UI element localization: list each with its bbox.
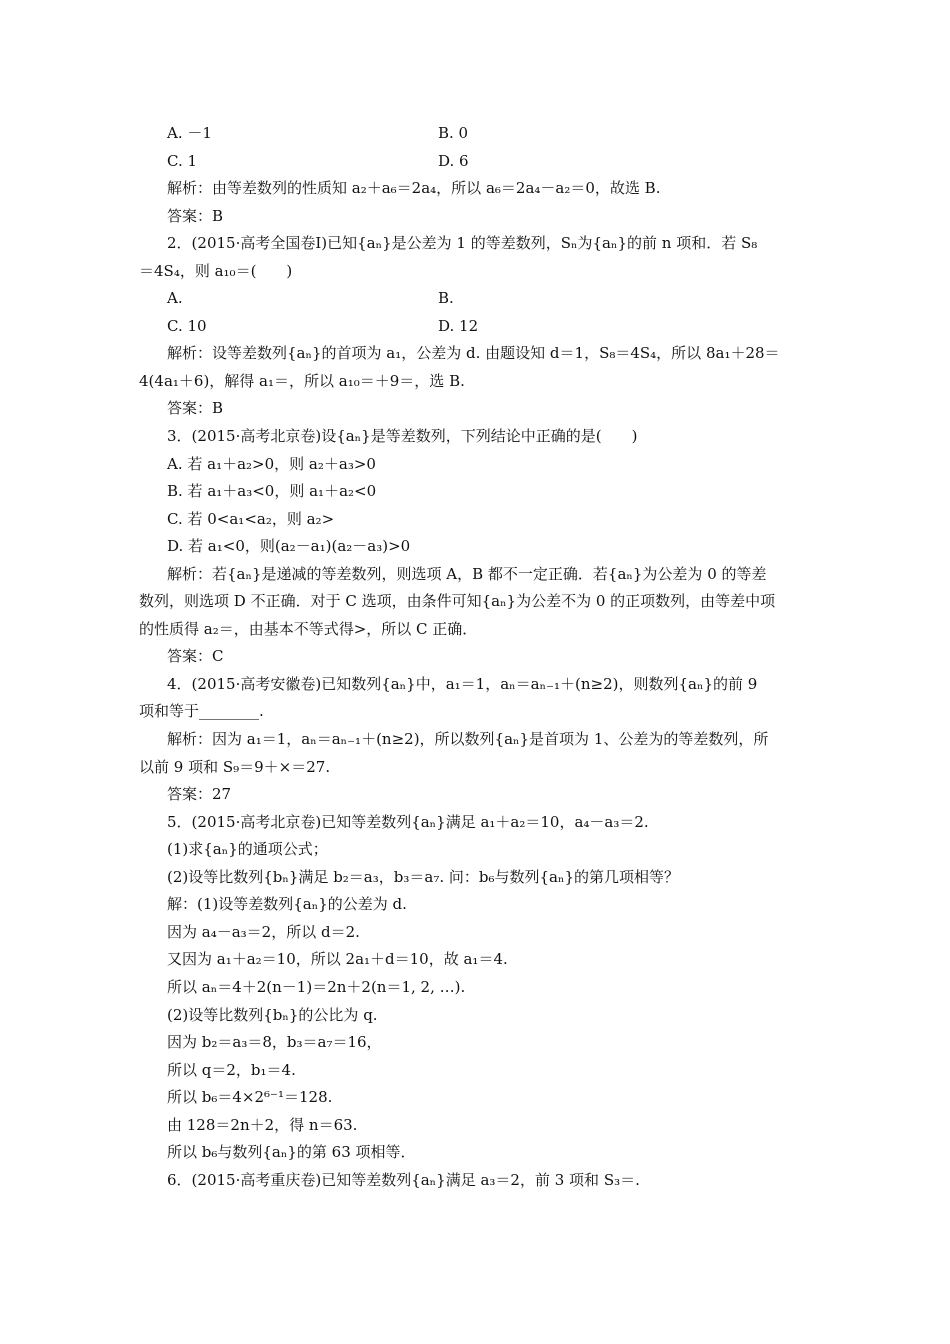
option-right: B. <box>438 289 454 308</box>
line-text: ＝4S₄，则 a₁₀＝( ) <box>139 261 293 280</box>
line-text: 的性质得 a₂＝，由基本不等式得>，所以 C 正确． <box>139 619 478 638</box>
text-line <box>0 451 950 479</box>
text-line <box>0 1112 950 1140</box>
text-line <box>0 919 950 947</box>
text-line <box>0 478 950 506</box>
line-text: 答案：B <box>167 399 224 418</box>
line-text: 解析：因为 a₁＝1，aₙ＝aₙ₋₁＋(n≥2)，所以数列{aₙ}是首项为 1、公差为的等差数列，所 <box>167 730 769 749</box>
option-left: A. <box>167 289 183 308</box>
text-line <box>0 230 950 258</box>
line-text: 2．(2015·高考全国卷Ⅰ)已知{aₙ}是公差为 1 的等差数列，Sₙ为{aₙ}的前 n 项和．若 S₈ <box>167 234 758 253</box>
document-body <box>0 120 950 1194</box>
line-text: 项和等于________. <box>139 702 264 721</box>
text-line <box>0 175 950 203</box>
text-line <box>0 864 950 892</box>
line-text: C. 若 0<a₁<a₂，则 a₂> <box>167 509 335 528</box>
option-right: B. 0 <box>438 124 469 142</box>
text-line <box>0 588 950 616</box>
text-line <box>0 423 950 451</box>
line-text: 所以 b₆＝4×2⁶⁻¹＝128. <box>167 1088 333 1107</box>
text-line <box>0 258 950 286</box>
line-text: 因为 a₄－a₃＝2，所以 d＝2. <box>167 922 360 941</box>
text-line <box>0 561 950 589</box>
text-line <box>0 698 950 726</box>
option-left: C. 1 <box>167 151 198 170</box>
line-text: (1)求{aₙ}的通项公式； <box>167 840 328 859</box>
option-left: A. －1 <box>167 124 212 142</box>
text-line <box>0 395 950 423</box>
line-text: 4．(2015·高考安徽卷)已知数列{aₙ}中，a₁＝1，aₙ＝aₙ₋₁＋(n≥2)，则数列{aₙ}的前 9 <box>167 674 758 693</box>
line-text: 答案：B <box>167 206 224 225</box>
line-text: 4(4a₁＋6)，解得 a₁＝，所以 a₁₀＝＋9＝，选 B. <box>139 371 465 390</box>
line-text: 由 128＝2n＋2，得 n＝63. <box>167 1115 358 1134</box>
line-text: 所以 aₙ＝4＋2(n－1)＝2n＋2(n＝1, 2, …). <box>167 977 466 996</box>
line-text: 以前 9 项和 S₉＝9＋×＝27. <box>139 757 331 776</box>
text-line <box>0 148 950 176</box>
line-text: (2)设等比数列{bₙ}满足 b₂＝a₃，b₃＝a₇. 问：b₆与数列{aₙ}的第几项相等？ <box>167 867 680 886</box>
text-line <box>0 340 950 368</box>
line-text: 解：(1)设等差数列{aₙ}的公差为 d. <box>167 895 407 914</box>
text-line <box>0 203 950 231</box>
line-text: 3．(2015·高考北京卷)设{aₙ}是等差数列，下列结论中正确的是( ) <box>167 427 638 446</box>
text-line <box>0 974 950 1002</box>
line-text: 数列，则选项 D 不正确．对于 C 选项，由条件可知{aₙ}为公差不为 0 的正项数列，由等差中项 <box>139 592 776 611</box>
line-text: 所以 b₆与数列{aₙ}的第 63 项相等． <box>167 1143 416 1162</box>
text-line <box>0 1084 950 1112</box>
line-text: 解析：若{aₙ}是递减的等差数列，则选项 A，B 都不一定正确．若{aₙ}为公差为 0 的等差 <box>167 564 767 583</box>
text-line <box>0 616 950 644</box>
line-text: 所以 q＝2，b₁＝4. <box>167 1060 296 1079</box>
text-line <box>0 313 950 341</box>
text-line <box>0 1057 950 1085</box>
line-text: 5．(2015·高考北京卷)已知等差数列{aₙ}满足 a₁＋a₂＝10，a₄－a₃＝2. <box>167 812 649 831</box>
line-text: A. 若 a₁＋a₂>0，则 a₂＋a₃>0 <box>167 454 376 473</box>
text-line <box>0 781 950 809</box>
text-line <box>0 120 950 148</box>
option-right: D. 12 <box>438 316 479 335</box>
option-left: C. 10 <box>167 316 207 335</box>
line-text: (2)设等比数列{bₙ}的公比为 q. <box>167 1005 378 1024</box>
text-line <box>0 1139 950 1167</box>
text-line <box>0 809 950 837</box>
text-line <box>0 836 950 864</box>
line-text: D. 若 a₁<0，则(a₂－a₁)(a₂－a₃)>0 <box>167 537 411 556</box>
text-line <box>0 754 950 782</box>
line-text: 答案：27 <box>167 785 232 804</box>
line-text: 答案：C <box>167 647 224 666</box>
line-text: 解析：设等差数列{aₙ}的首项为 a₁，公差为 d. 由题设知 d＝1，S₈＝4S₄，所以 8a₁＋28＝ <box>167 344 780 363</box>
text-line <box>0 1167 950 1195</box>
text-line <box>0 946 950 974</box>
text-line <box>0 726 950 754</box>
text-line <box>0 368 950 396</box>
line-text: 因为 b₂＝a₃＝8，b₃＝a₇＝16， <box>167 1033 382 1052</box>
text-line <box>0 643 950 671</box>
text-line <box>0 1002 950 1030</box>
line-text: B. 若 a₁＋a₃<0，则 a₁＋a₂<0 <box>167 482 377 501</box>
text-line <box>0 533 950 561</box>
text-line <box>0 1029 950 1057</box>
option-right: D. 6 <box>438 151 469 170</box>
line-text: 解析：由等差数列的性质知 a₂＋a₆＝2a₄，所以 a₆＝2a₄－a₂＝0，故选 B. <box>167 179 661 198</box>
text-line <box>0 671 950 699</box>
text-line <box>0 285 950 313</box>
line-text: 又因为 a₁＋a₂＝10，所以 2a₁＋d＝10，故 a₁＝4. <box>167 950 508 969</box>
text-line <box>0 891 950 919</box>
line-text: 6．(2015·高考重庆卷)已知等差数列{aₙ}满足 a₃＝2，前 3 项和 S₃＝. <box>167 1170 640 1189</box>
text-line <box>0 506 950 534</box>
